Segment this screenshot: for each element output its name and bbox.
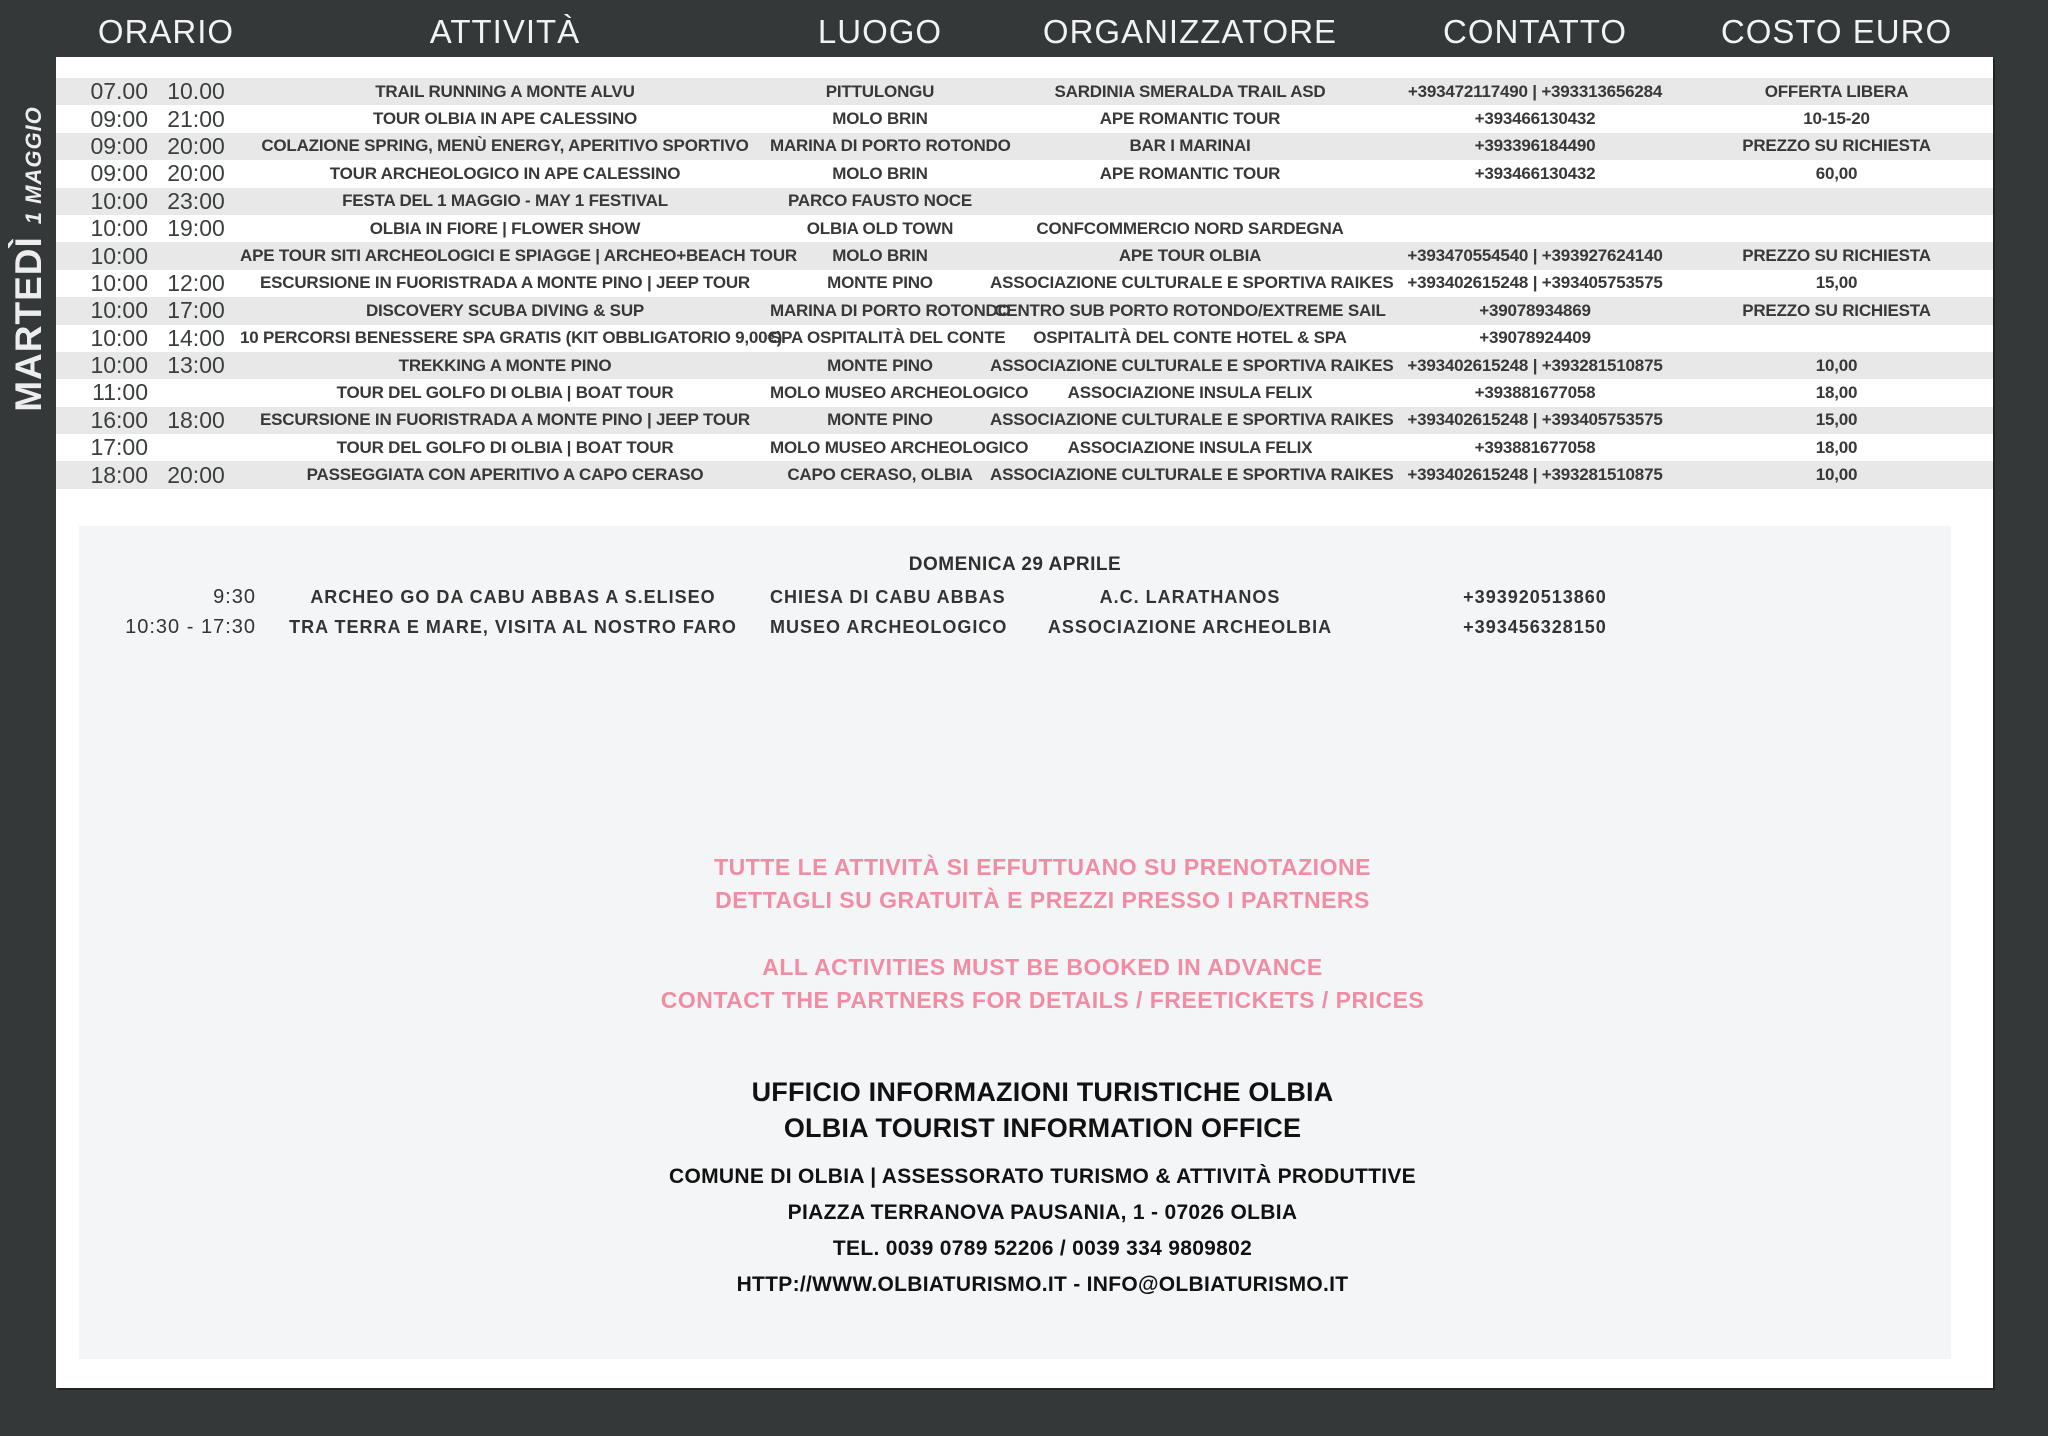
cell-organizer: CONFCOMMERCIO NORD SARDEGNA [1036, 218, 1344, 238]
cell-contact: +393402615248 | +393405753575 [1407, 273, 1663, 293]
cell-activity: 10 PERCORSI BENESSERE SPA GRATIS (KIT OBBLIGATORIO 9,00€) [240, 328, 783, 348]
cell-time-start: 07.00 [90, 78, 148, 105]
notice-line: CONTACT THE PARTNERS FOR DETAILS / FREETICKETS / PRICES [660, 987, 1425, 1013]
cell-activity: PASSEGGIATA CON APERITIVO A CAPO CERASO [306, 465, 704, 485]
office-address-line: COMUNE DI OLBIA | ASSESSORATO TURISMO & ATTIVITÀ PRODUTTIVE [669, 1165, 1416, 1188]
cell-place: PITTULONGU [825, 81, 935, 101]
cell-activity: ESCURSIONE IN FUORISTRADA A MONTE PINO | JEEP TOUR [259, 410, 750, 430]
cell-activity: DISCOVERY SCUBA DIVING & SUP [365, 300, 645, 320]
table-row [56, 434, 1993, 461]
cell-place: MUSEO ARCHEOLOGICO [770, 616, 1008, 637]
cell-time-start: 09:00 [90, 132, 148, 159]
column-header-costo-euro: COSTO EURO [1720, 13, 1953, 50]
cell-contact: +39078924409 [1479, 328, 1591, 348]
cell-time-start: 10:00 [90, 297, 148, 324]
table-row [56, 242, 1993, 269]
office-address-line: PIAZZA TERRANOVA PAUSANIA, 1 - 07026 OLBIA [787, 1201, 1298, 1224]
cell-organizer: SARDINIA SMERALDA TRAIL ASD [1054, 81, 1326, 101]
cell-organizer: CENTRO SUB PORTO ROTONDO/EXTREME SAIL [994, 300, 1386, 320]
cell-cost: 18,00 [1815, 437, 1858, 457]
cell-organizer: BAR I MARINAI [1129, 136, 1251, 156]
cell-contact: +393456328150 [1463, 616, 1607, 637]
cell-place: MARINA DI PORTO ROTONDO [770, 136, 1011, 156]
office-phone-line: TEL. 0039 0789 52206 / 0039 334 9809802 [832, 1237, 1253, 1260]
cell-organizer: ASSOCIAZIONE CULTURALE E SPORTIVA RAIKES [990, 410, 1394, 430]
table-row [56, 379, 1993, 406]
table-column-headers [56, 0, 1993, 57]
cell-time-end: 13:00 [167, 352, 225, 379]
cell-cost: 60,00 [1815, 163, 1858, 183]
cell-organizer: APE TOUR OLBIA [1118, 246, 1262, 266]
cell-cost: 15,00 [1815, 273, 1858, 293]
cell-time-end: 19:00 [167, 215, 225, 242]
office-web-line: HTTP://WWW.OLBIATURISMO.IT - INFO@OLBIATURISMO.IT [736, 1273, 1349, 1296]
notice-line: DETTAGLI SU GRATUITÀ E PREZZI PRESSO I PARTNERS [715, 887, 1370, 913]
table-row [56, 160, 1993, 187]
column-header-orario: ORARIO [97, 13, 235, 50]
cell-time-start: 16:00 [90, 406, 148, 433]
cell-place: CHIESA DI CABU ABBAS [770, 586, 1006, 607]
column-header-luogo: LUOGO [817, 13, 943, 50]
cell-time-end: 20:00 [167, 461, 225, 488]
cell-cost: 15,00 [1815, 410, 1858, 430]
cell-time-end: 10.00 [167, 78, 225, 105]
column-header-attivita: ATTIVITÀ [429, 13, 581, 50]
table-row [56, 352, 1993, 379]
cell-organizer: ASSOCIAZIONE INSULA FELIX [1067, 382, 1313, 402]
cell-contact: +393881677058 [1474, 437, 1596, 457]
cell-cost: 10-15-20 [1803, 109, 1870, 129]
cell-activity: TREKKING A MONTE PINO [398, 355, 612, 375]
cell-contact: +393402615248 | +393281510875 [1407, 465, 1663, 485]
cell-contact: +393466130432 [1474, 163, 1596, 183]
cell-time-start: 11:00 [92, 379, 148, 406]
cell-place: MARINA DI PORTO ROTONDO [770, 300, 1011, 320]
cell-contact: +393402615248 | +393281510875 [1407, 355, 1663, 375]
cell-time-start: 18:00 [90, 461, 148, 488]
cell-place: MOLO MUSEO ARCHEOLOGICO [770, 437, 1029, 457]
cell-time-start: 17:00 [90, 434, 148, 461]
office-title-italian: UFFICIO INFORMAZIONI TURISTICHE OLBIA [751, 1077, 1334, 1107]
table-row [56, 105, 1993, 132]
cell-contact: +393466130432 [1474, 109, 1596, 129]
content-sheet [56, 57, 1993, 1388]
cell-activity: ARCHEO GO DA CABU ABBAS A S.ELISEO [310, 586, 716, 607]
cell-contact: +393920513860 [1463, 586, 1607, 607]
cell-cost: PREZZO SU RICHIESTA [1742, 136, 1931, 156]
cell-organizer: ASSOCIAZIONE INSULA FELIX [1067, 437, 1313, 457]
cell-activity: OLBIA IN FIORE | FLOWER SHOW [369, 218, 641, 238]
booking-notice-english [134, 951, 1951, 1017]
sidebar-day: MARTEDÌ [8, 236, 49, 412]
cell-place: MONTE PINO [827, 410, 933, 430]
table-row [56, 215, 1993, 242]
cell-time: 10:30 - 17:30 [125, 615, 256, 638]
booking-notice [134, 851, 1951, 1017]
tourist-office-info [134, 1159, 1951, 1303]
cell-activity: TOUR DEL GOLFO DI OLBIA | BOAT TOUR [336, 437, 674, 457]
notice-line: TUTTE LE ATTIVITÀ SI EFFUTTUANO SU PRENOTAZIONE [714, 854, 1371, 880]
sunday-rows [56, 582, 1993, 642]
cell-cost: PREZZO SU RICHIESTA [1742, 300, 1931, 320]
cell-place: MOLO MUSEO ARCHEOLOGICO [770, 382, 1029, 402]
cell-time-end: 12:00 [167, 269, 225, 296]
cell-activity: FESTA DEL 1 MAGGIO - MAY 1 FESTIVAL [342, 191, 668, 211]
cell-place: MOLO BRIN [832, 109, 928, 129]
cell-organizer: ASSOCIAZIONE CULTURALE E SPORTIVA RAIKES [990, 355, 1394, 375]
table-row [56, 133, 1993, 160]
cell-cost: 18,00 [1815, 382, 1858, 402]
cell-time: 9:30 [213, 585, 256, 608]
cell-time-start: 10:00 [90, 215, 148, 242]
cell-time-start: 10:00 [90, 324, 148, 351]
cell-place: MOLO BRIN [832, 163, 928, 183]
cell-place: SPA OSPITALITÀ DEL CONTE [770, 328, 1006, 348]
cell-time-start: 10:00 [90, 187, 148, 214]
notice-line: ALL ACTIVITIES MUST BE BOOKED IN ADVANCE [762, 954, 1323, 980]
cell-organizer: ASSOCIAZIONE ARCHEOLBIA [1047, 616, 1333, 637]
column-header-contatto: CONTATTO [1443, 13, 1627, 50]
table-row [56, 78, 1993, 105]
office-title-english: OLBIA TOURIST INFORMATION OFFICE [783, 1113, 1302, 1143]
cell-activity: TOUR ARCHEOLOGICO IN APE CALESSINO [329, 163, 681, 183]
cell-time-end: 18:00 [167, 406, 225, 433]
cell-activity: COLAZIONE SPRING, MENÙ ENERGY, APERITIVO SPORTIVO [261, 136, 749, 156]
booking-notice-italian [134, 851, 1951, 917]
cell-activity: TOUR OLBIA IN APE CALESSINO [372, 109, 638, 129]
cell-organizer: APE ROMANTIC TOUR [1099, 109, 1281, 129]
cell-organizer: ASSOCIAZIONE CULTURALE E SPORTIVA RAIKES [990, 465, 1394, 485]
cell-cost: 10,00 [1815, 355, 1858, 375]
cell-contact: +393472117490 | +393313656284 [1407, 81, 1663, 101]
table-row [56, 270, 1993, 297]
cell-place: PARCO FAUSTO NOCE [788, 191, 972, 211]
cell-time-end: 21:00 [167, 105, 225, 132]
cell-time-start: 10:00 [90, 269, 148, 296]
cell-time-start: 09:00 [90, 105, 148, 132]
table-row [56, 325, 1993, 352]
cell-place: MONTE PINO [827, 355, 933, 375]
cell-time-end: 17:00 [167, 297, 225, 324]
cell-activity: TRAIL RUNNING A MONTE ALVU [375, 81, 635, 101]
cell-organizer: APE ROMANTIC TOUR [1099, 163, 1281, 183]
cell-time-end: 23:00 [167, 187, 225, 214]
cell-contact: +393881677058 [1474, 382, 1596, 402]
cell-organizer: A.C. LARATHANOS [1099, 586, 1281, 607]
table-row [56, 407, 1993, 434]
cell-time-start: 10:00 [90, 242, 148, 269]
cell-time-start: 09:00 [90, 160, 148, 187]
table-row [56, 188, 1993, 215]
cell-place: OLBIA OLD TOWN [806, 218, 954, 238]
cell-time-end: 14:00 [167, 324, 225, 351]
tourist-office-title [134, 1074, 1951, 1146]
cell-contact: +393402615248 | +393405753575 [1407, 410, 1663, 430]
sidebar-date: 1 MAGGIO [21, 106, 46, 225]
column-header-organizzatore: ORGANIZZATORE [1042, 13, 1338, 50]
cell-activity: TRA TERRA E MARE, VISITA AL NOSTRO FARO [289, 616, 737, 637]
schedule-table [56, 78, 1993, 489]
cell-place: MONTE PINO [827, 273, 933, 293]
table-row [56, 461, 1993, 488]
bottom-panel [79, 526, 1951, 1359]
table-row [56, 297, 1993, 324]
sunday-row [56, 582, 1993, 612]
cell-cost: PREZZO SU RICHIESTA [1742, 246, 1931, 266]
cell-activity: TOUR DEL GOLFO DI OLBIA | BOAT TOUR [336, 382, 674, 402]
cell-organizer: ASSOCIAZIONE CULTURALE E SPORTIVA RAIKES [990, 273, 1394, 293]
cell-contact: +39078934869 [1479, 300, 1591, 320]
cell-activity: ESCURSIONE IN FUORISTRADA A MONTE PINO | JEEP TOUR [259, 273, 750, 293]
sunday-section-title: DOMENICA 29 APRILE [908, 554, 1122, 575]
cell-time-start: 10:00 [90, 352, 148, 379]
cell-contact: +393396184490 [1474, 136, 1596, 156]
cell-place: CAPO CERASO, OLBIA [787, 465, 973, 485]
cell-place: MOLO BRIN [832, 246, 928, 266]
cell-time-end: 20:00 [167, 160, 225, 187]
cell-cost: OFFERTA LIBERA [1764, 81, 1909, 101]
cell-contact: +393470554540 | +393927624140 [1407, 246, 1663, 266]
cell-time-end: 20:00 [167, 132, 225, 159]
sunday-row [56, 612, 1993, 642]
cell-organizer: OSPITALITÀ DEL CONTE HOTEL & SPA [1033, 328, 1347, 348]
cell-cost: 10,00 [1815, 465, 1858, 485]
cell-activity: APE TOUR SITI ARCHEOLOGICI E SPIAGGE | ARCHEO+BEACH TOUR [240, 246, 797, 266]
